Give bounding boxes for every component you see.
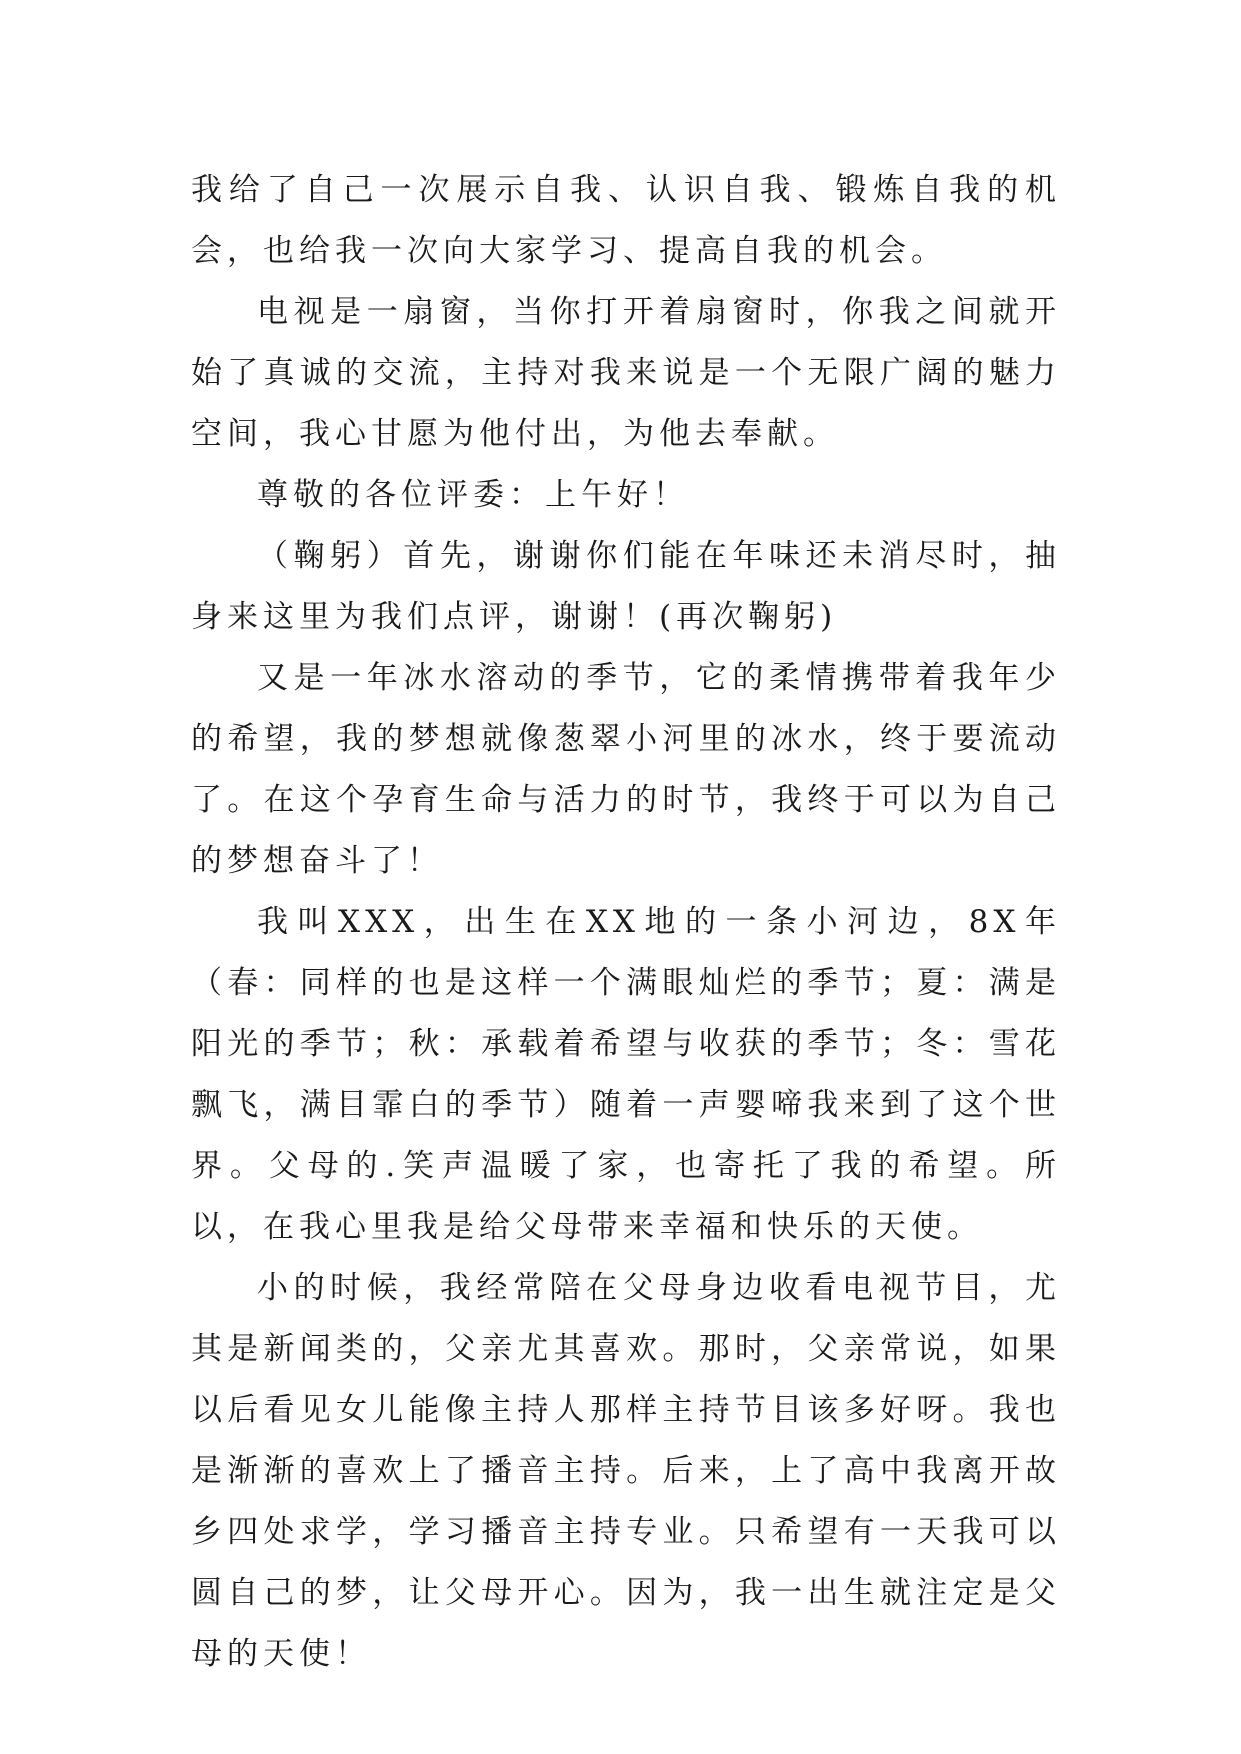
paragraph-4: （鞠躬）首先，谢谢你们能在年味还未消尽时，抽身来这里为我们点评，谢谢！(再次鞠躬)	[191, 538, 1061, 635]
paragraph-2: 电视是一扇窗，当你打开着扇窗时，你我之间就开始了真诚的交流，主持对我来说是一个无限广阔的魅力空间，我心甘愿为他付出，为他去奉献。	[191, 294, 1061, 452]
paragraph-7: 小的时候，我经常陪在父母身边收看电视节目，尤其是新闻类的，父亲尤其喜欢。那时，父亲常说，如果以后看见女儿能像主持人那样主持节目该多好呀。我也是渐渐的喜欢上了播音主持。后来，上了高中我离开故乡四处求学，学习播音主持专业。只希望有一天我可以圆自己的梦，让父母开心。因为，我一出生就注定是父母的天使！	[191, 1270, 1061, 1672]
document-body	[191, 160, 1061, 1685]
paragraph-6: 我叫XXX，出生在XX地的一条小河边，8X年（春：同样的也是这样一个满眼灿烂的季节；夏：满是阳光的季节；秋：承载着希望与收获的季节；冬：雪花飘飞，满目霏白的季节）随着一声婴啼我来到了这个世界。父母的.笑声温暖了家，也寄托了我的希望。所以，在我心里我是给父母带来幸福和快乐的天使。	[191, 904, 1061, 1245]
paragraph-5: 又是一年冰水溶动的季节，它的柔情携带着我年少的希望，我的梦想就像葱翠小河里的冰水，终于要流动了。在这个孕育生命与活力的时节，我终于可以为自己的梦想奋斗了！	[191, 660, 1061, 879]
paragraph-1: 我给了自己一次展示自我、认识自我、锻炼自我的机会，也给我一次向大家学习、提高自我的机会。	[191, 172, 1061, 269]
paragraph-3: 尊敬的各位评委：上午好！	[257, 477, 689, 513]
